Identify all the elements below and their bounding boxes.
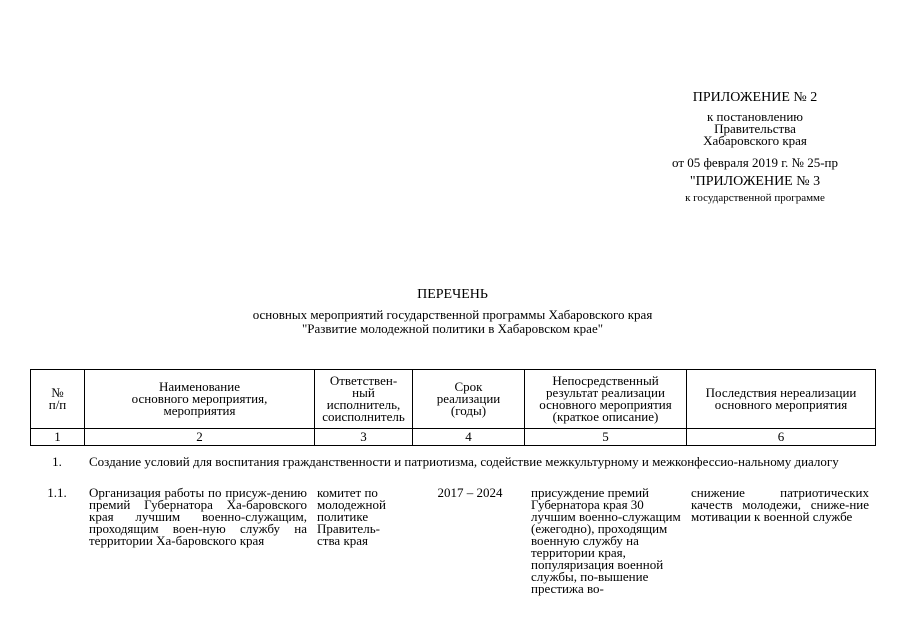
header-number: № п/п: [31, 370, 85, 429]
row-name: Организация работы по присуж-дению премий Губернатора Ха-баровского края лучшим военно-служащим, проходящим воен-ную службу на территории Ха-баровского края: [89, 485, 307, 548]
header-executor: Ответствен- ный исполнитель, соисполнитель: [315, 370, 413, 429]
appendix-line-2: Правительства: [714, 121, 796, 136]
header-name: Наименование основного мероприятия, мероприятия: [85, 370, 315, 429]
column-number-row: [31, 429, 876, 446]
col-number-4: 4: [413, 429, 525, 446]
section-text: Создание условий для воспитания гражданственности и патриотизма, содействие межкультурному и межконфессио-нальному диалогу: [89, 454, 839, 469]
header-consequence: Последствия нереализации основного мероприятия: [687, 370, 876, 429]
header-period: Срок реализации (годы): [413, 370, 525, 429]
col-number-3: 3: [315, 429, 413, 446]
inner-appendix-title: "ПРИЛОЖЕНИЕ № 3: [689, 174, 821, 189]
section-number: 1.: [52, 454, 62, 469]
col-number-5: 5: [525, 429, 687, 446]
col-number-2: 2: [85, 429, 315, 446]
row-consequence: снижение патриотических качеств молодежи, сниже-ние мотивации к военной службе: [691, 485, 869, 524]
row-executor: комитет по молодежной политике Правитель-ства края: [317, 485, 386, 548]
inner-appendix-subtitle: к государственной программе: [685, 192, 825, 204]
appendix-line-1: к постановлению: [706, 109, 804, 124]
header-result: Непосредственный результат реализации основного мероприятия (краткое описание): [525, 370, 687, 429]
measures-table: [30, 369, 876, 446]
row-result: присуждение премий Губернатора края 30 лучшим военно-служащим (ежегодно), проходящим военную службу на территории края, популяризация военной службы, по-вышение престижа во-: [531, 485, 681, 596]
appendix-date-line: от 05 февраля 2019 г. № 25-пр: [672, 155, 838, 170]
appendix-line-3: Хабаровского края: [703, 133, 807, 148]
doc-title: ПЕРЕЧЕНЬ: [417, 287, 488, 302]
doc-subtitle-line-2: "Развитие молодежной политики в Хабаровском крае": [301, 321, 604, 336]
col-number-6: 6: [687, 429, 876, 446]
doc-subtitle-line-1: основных мероприятий государственной программы Хабаровского края: [252, 307, 653, 322]
table-header-row: [31, 370, 876, 429]
appendix-title: ПРИЛОЖЕНИЕ № 2: [692, 90, 818, 105]
row-number: 1.1.: [47, 485, 67, 500]
row-period: 2017 – 2024: [437, 485, 503, 500]
col-number-1: 1: [31, 429, 85, 446]
